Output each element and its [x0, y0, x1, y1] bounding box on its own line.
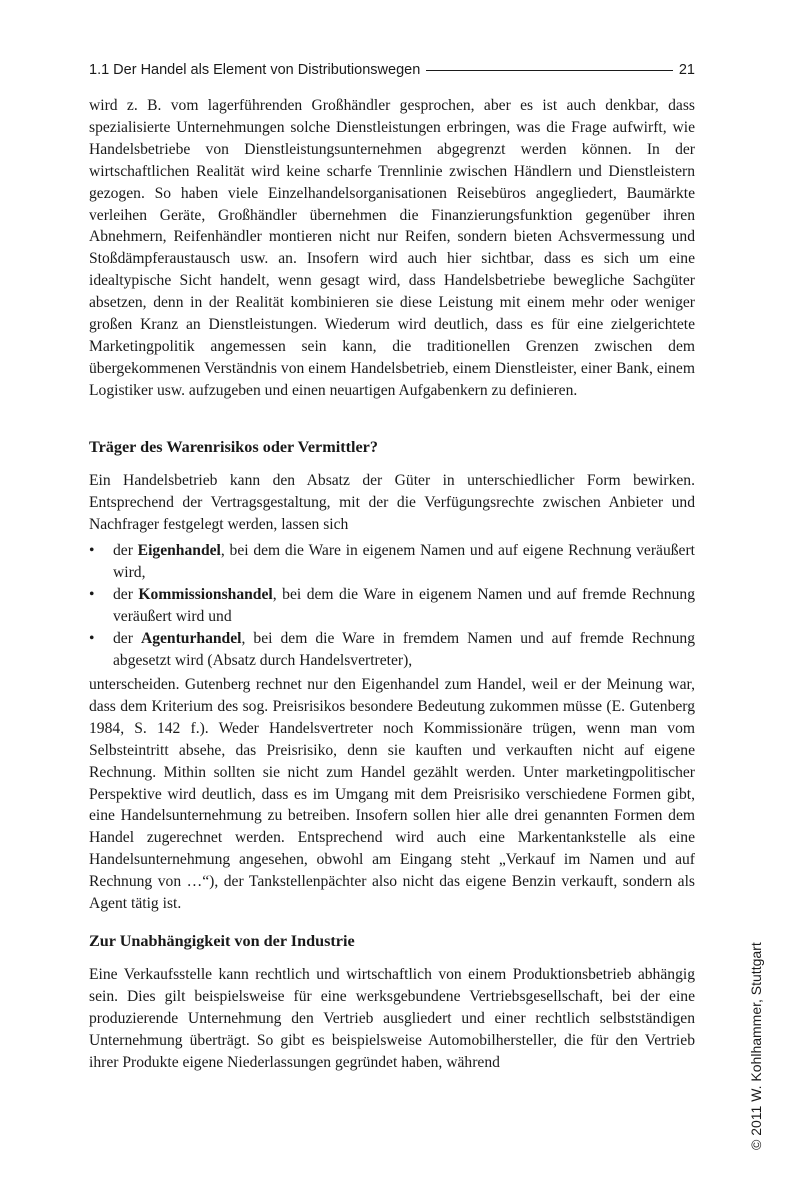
term-kommissionshandel: Kommissionshandel [138, 585, 273, 603]
list-item-eigenhandel: • der Eigenhandel, bei dem die Ware in eigenem Namen und auf eigene Rechnung veräußert wird, [89, 542, 696, 581]
bullet-icon: • [89, 585, 95, 603]
paragraph-verkaufsstelle: Eine Verkaufsstelle kann rechtlich und wirtschaftlich von einem Produktionsbetrieb abhängig sein. Dies gilt beispielsweise für eine werksgebundene Vertriebsgesellschaft, bei der eine produzierende Unternehmung den Vertrieb ausgliedert und einer rechtlich selbstständigen Unternehmung überträgt. So gibt es beispielsweise Automobilhersteller, die für den Vertrieb ihrer Produkte eigene Niederlassungen gegründet haben, während [89, 966, 695, 1071]
bullet-icon: • [89, 542, 95, 559]
paragraph-dienstleister: wird z. B. vom lagerführenden Großhändler gesprochen, aber es ist auch denkbar, dass spezialisierte Unternehmungen solche Dienstleistungen erbringen, was die Frage aufwirft, wie Handelsbetriebe von Dienstleistungsunternehmen abgegrenzt werden können. In der wirtschaftlichen Realität wird keine scharfe Trennlinie zwischen Händlern und Dienstleistern gezogen. So haben viele Einzelhandelsorganisationen Reisebüros angegliedert, Baumärkte verleihen Geräte, Großhändler übernehmen die Finanzierungsfunktion gegenüber ihren Abnehmern, Reifenhändler montieren nicht nur Reifen, sondern bieten Achsvermessung und Stoßdämpferaustausch usw. an. Insofern wird auch hier sichtbar, dass es sich um eine idealtypische Sicht handelt, wenn gesagt wird, dass Handelsbetriebe bewegliche Sachgüter absetzen, denn in der Realität kombinieren sie diese Leistung mit einem mehr oder weniger großen Kranz an Dienstleistungen. Wiederum wird deutlich, dass es für eine zielgerichtete Marketingpolitik angemessen sein kann, die traditionellen Grenzen zwischen dem übergekommenen Verständnis von einem Handelsbetrieb, einem Dienstleister, einer Bank, einem Logistiker usw. aufzugeben und einen neuartigen Aufgabenkern zu definieren. [89, 97, 695, 399]
paragraph-gutenberg: unterscheiden. Gutenberg rechnet nur den Eigenhandel zum Handel, weil er der Meinung war, dass dem Kriterium des sog. Preisrisikos besondere Bedeutung zukommen müsse (E. Gutenberg 1984, S. 142 f.). Weder Handelsvertreter noch Kommissionäre trügen, wenn man vom Selbsteintritt absehe, das Preisrisiko, denn sie kauften und verkauften nicht auf eigene Rechnung. Mithin sollten sie nicht zum Handel gezählt werden. Unter marketingpolitischer Perspektive wird deutlich, dass es im Umgang mit dem Preisrisiko verschiedene Formen gibt, eine Handelsunternehmung zu betreiben. Insofern sollen hier alle drei genannten Formen dem Handel zugerechnet werden. Entsprechend wird auch eine Markentankstelle als eine Handelsunternehmung angesehen, obwohl am Eingang steht „Verkauf im Namen und auf Rechnung von …“), der Tankstellenpächter also nicht das eigene Benzin verkauft, sondern als Agent tätig ist. [89, 676, 695, 913]
term-agenturhandel: Agenturhandel [140, 629, 242, 647]
page-number: 21 [678, 62, 695, 78]
list-item-kommissionshandel: • der Kommissionshandel, bei dem die Ware in eigenem Namen und auf fremde Rechnung veräußert wird und [89, 585, 695, 625]
paragraph-absatzformen: Ein Handelsbetrieb kann den Absatz der Güter in unterschiedlicher Form bewirken. Entsprechend der Vertragsgestaltung, mit der die Verfügungsrechte zwischen Anbieter und Nachfrager festgelegt werden, lassen sich [89, 472, 695, 533]
header-rule [426, 70, 673, 71]
section-heading-warenrisiko: Träger des Warenrisikos oder Vermittler? [89, 438, 378, 456]
handelsformen-list [89, 540, 695, 671]
running-header [89, 62, 695, 82]
section-heading-unabhaengigkeit: Zur Unabhängigkeit von der Industrie [89, 932, 355, 950]
list-item-agenturhandel: • der Agenturhandel, bei dem die Ware in fremdem Namen und auf fremde Rechnung abgesetzt wird (Absatz durch Handelsvertreter), [89, 629, 695, 669]
bullet-icon: • [89, 629, 95, 647]
term-eigenhandel: Eigenhandel [137, 542, 221, 559]
chapter-title: 1.1 Der Handel als Element von Distributionswegen [89, 62, 421, 78]
copyright-notice: © 2011 W. Kohlhammer, Stuttgart [748, 942, 764, 1150]
